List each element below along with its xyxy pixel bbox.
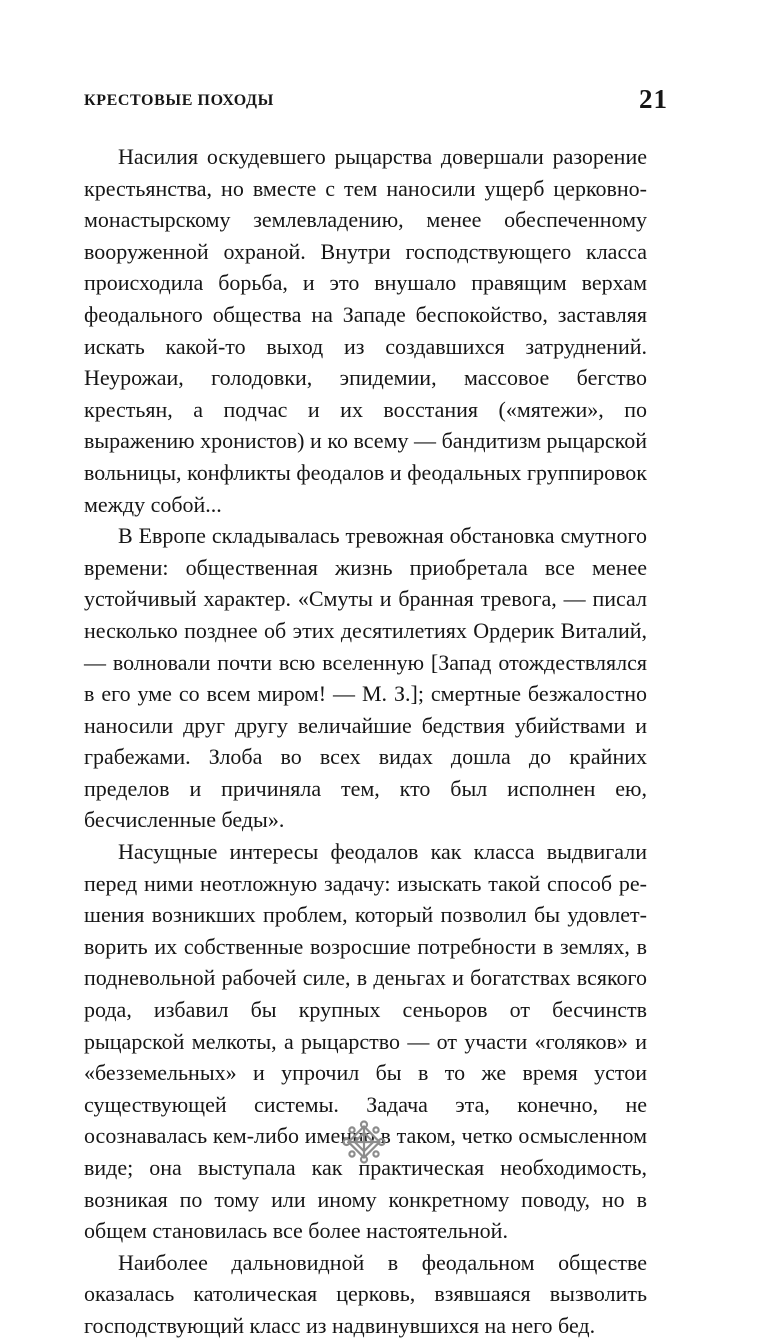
paragraph-3: Насущные интересы феодалов как класса выдвигали перед ними неотложную задачу: изыскать такой способ решения возникших проблем, который позволил бы удовлетворить их собственные возросшие потребности в землях, в подневольной рабочей силе, в деньгах и богатствах всякого рода, избавил бы крупных сеньоров от бесчинств рыцарской мелкоты, а рыцарство — от участи «голяков» и «безземельных» и упрочил бы в то же время устои существующей системы. Задача эта, конечно, не осознавалась кем-либо именно в таком, четко осмысленном виде; она выступала как практическая необходимость, возникая по тому или иному конкретному поводу, но в общем становилась все более настоятельной. <box>84 839 647 1244</box>
paragraph-2: В Европе складывалась тревожная обстановка смутного времени: общественная жизнь приобретала все менее устойчивый характер. «Смуты и бранная тревога, — писал несколько позднее об этих десятилетиях Ордерик Виталий, — волновали почти всю вселенную [Запад отождествлялся в его уме со всем миром! — М. З.]; смертные безжалостно наносили друг другу величайшие бедствия убийствами и грабежами. Злоба во всех видах дошла до крайних пределов и причиняла тем, кто был исполнен ею, бесчисленные беды». <box>84 523 647 833</box>
page-number: 21 <box>639 84 668 114</box>
paragraph-4: Наиболее дальновидной в феодальном обществе оказалась католическая церковь, взявшаяся вызволить господствующий класс из надвинувшихся на него бед. <box>84 1249 647 1338</box>
celtic-knot-ornament-icon <box>342 1120 386 1164</box>
running-title: КРЕСТОВЫЕ ПОХОДЫ <box>84 92 274 109</box>
paragraph-1: Насилия оскудевшего рыцарства довершали разорение крестьянства, но вместе с тем наносили ущерб церковно-монастырскому землевладению, менее обеспеченному вооруженной охраной. Внутри господствующего класса происходила борьба, и это внушало правящим верхам феодального общества на Западе беспокойство, заставляя искать какой-то выход из создавшихся затруднений. Неурожаи, голодовки, эпидемии, массовое бегство крестьян, а подчас и их восстания («мятежи», по выражению хронистов) и ко всему — бандитизм рыцарской вольницы, конфликты феодалов и феодальных группировок между собой... <box>84 144 647 517</box>
page-header <box>84 84 668 120</box>
